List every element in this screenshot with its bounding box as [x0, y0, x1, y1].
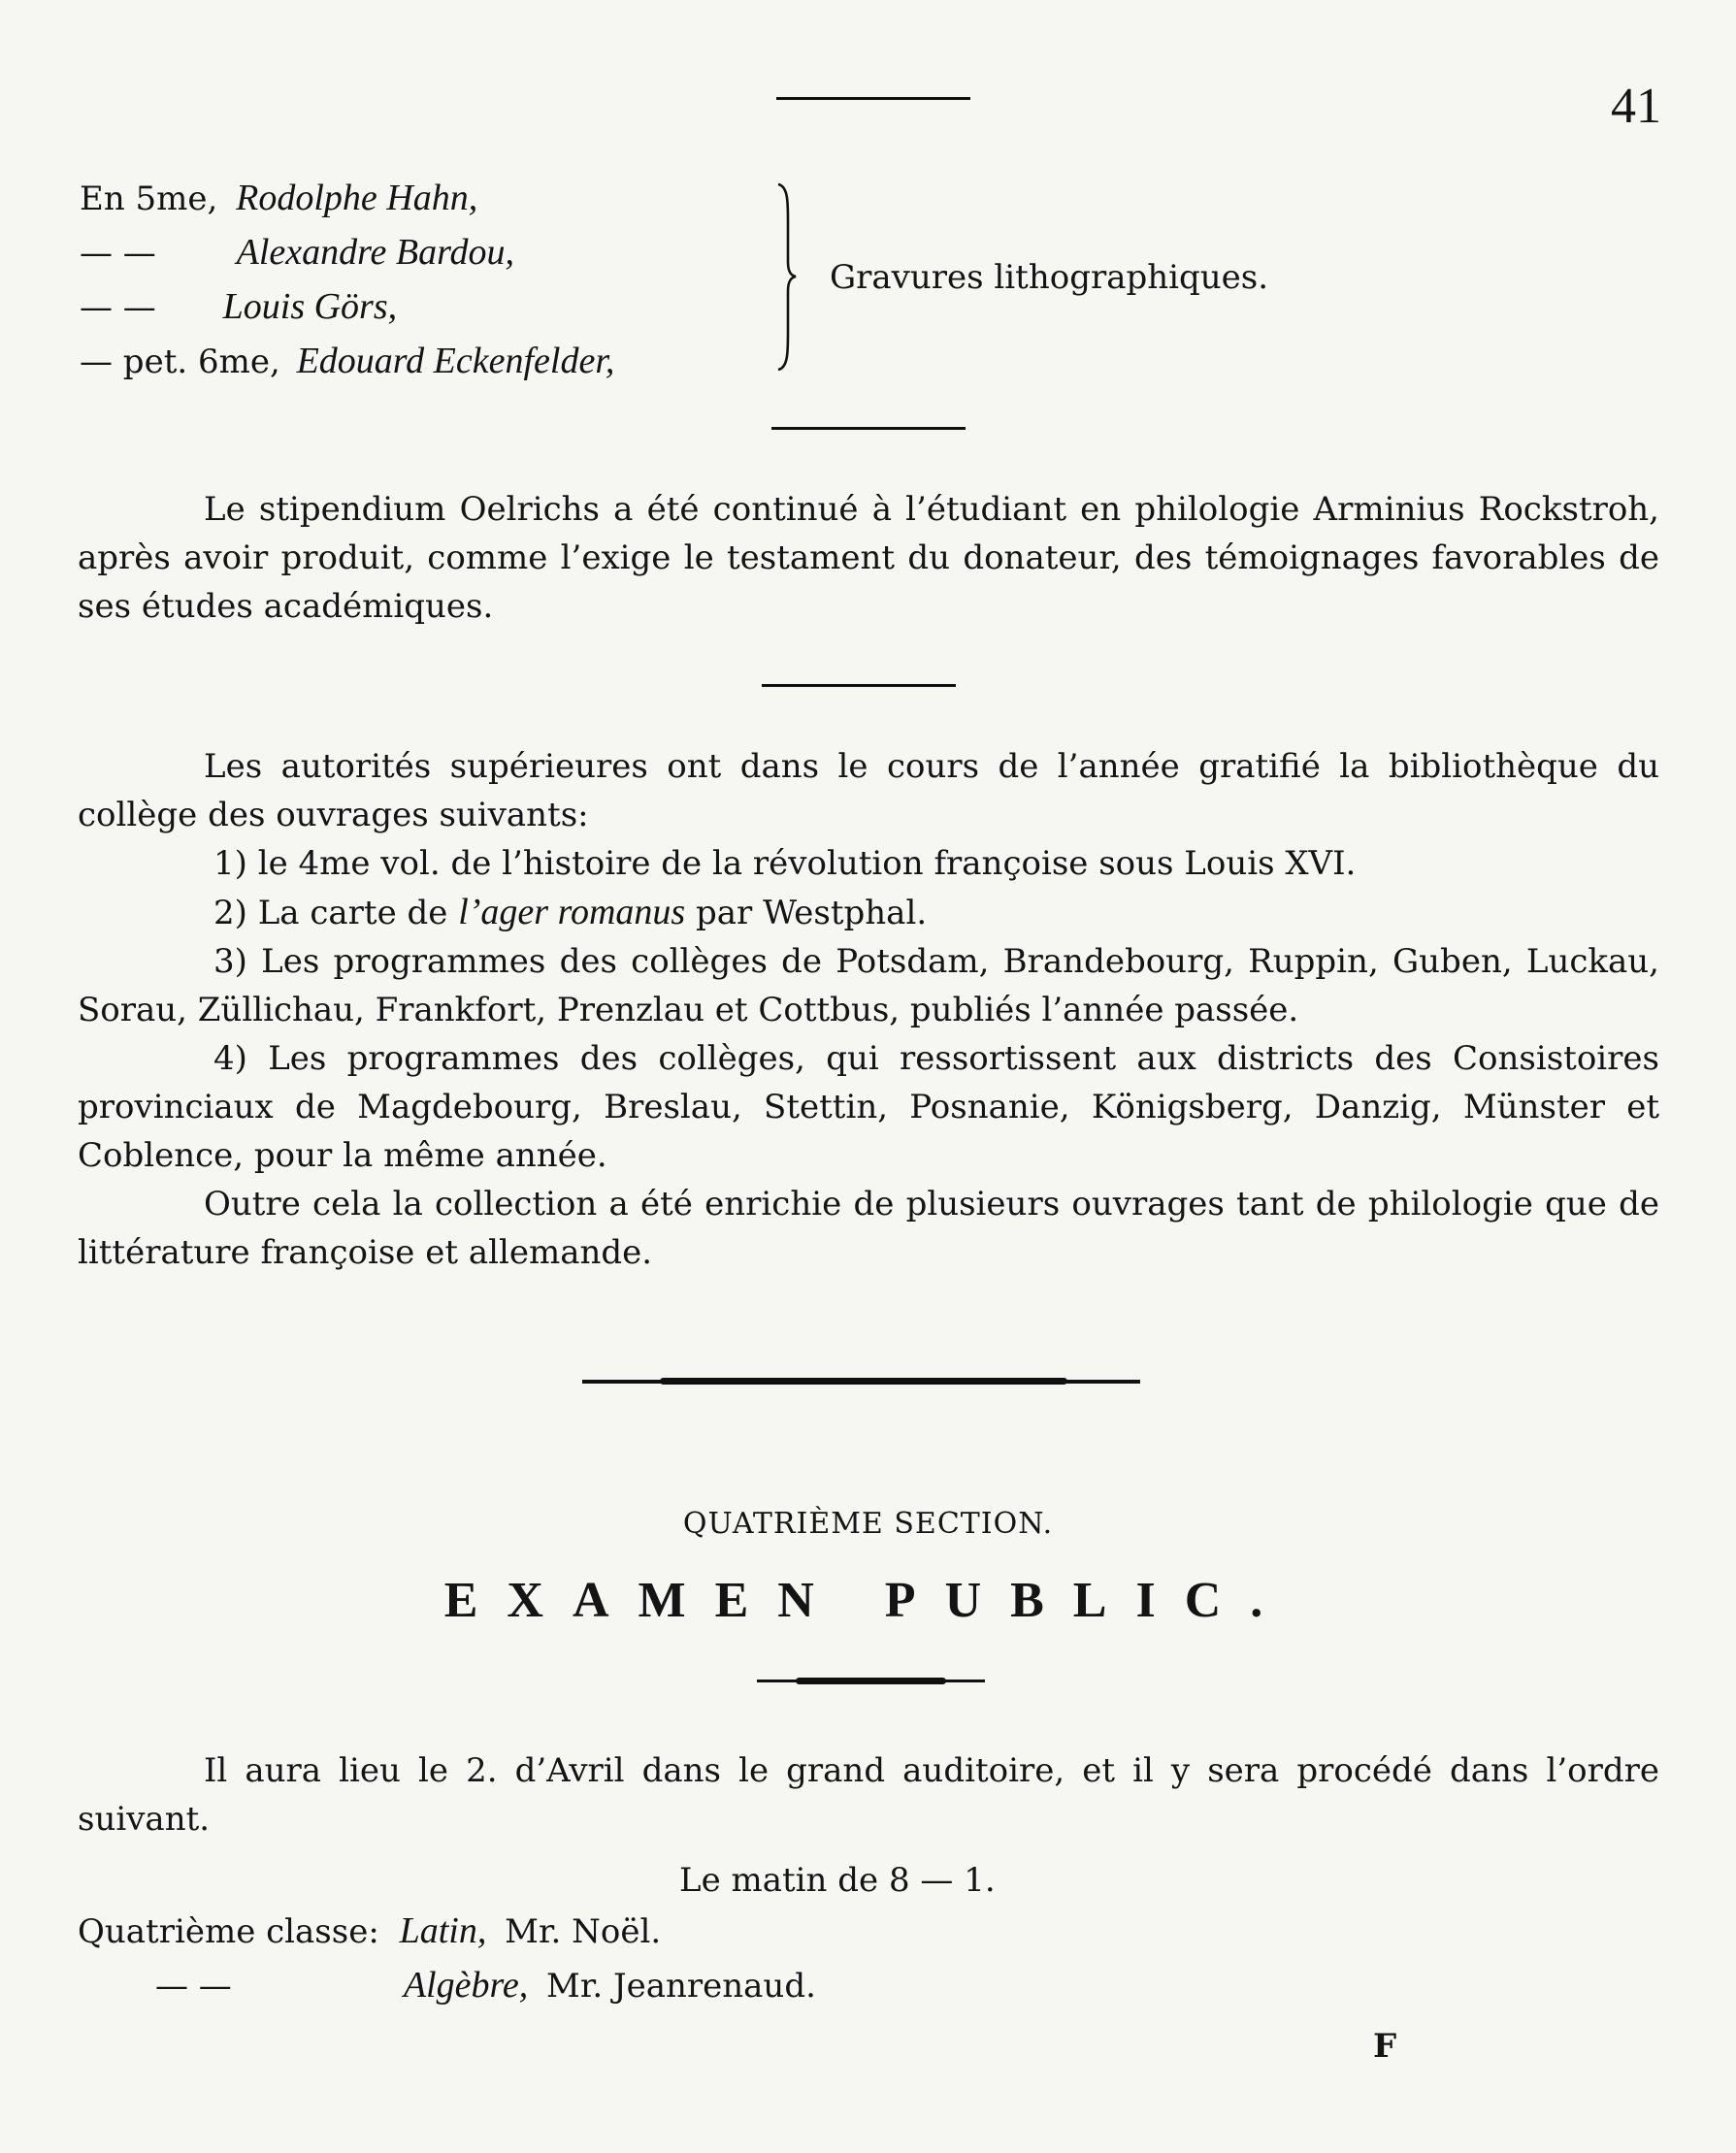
- subject: Latin,: [399, 1910, 487, 1951]
- top-rule: [776, 97, 970, 100]
- names-row-prefix: — —: [80, 288, 156, 327]
- paragraph-text: Le stipendium Oelrichs a été continué à l’étudiant en philologie Arminius Rockstroh, après avoir produit, comme l’exige le testament du donateur, des témoignages favorables de ses études académiques.: [78, 490, 1659, 626]
- schedule-row-1: [78, 1908, 661, 1955]
- names-row-prefix: En 5me,: [80, 179, 218, 218]
- teacher: Mr. Jeanrenaud.: [546, 1967, 816, 2006]
- library-item-text: par Westphal.: [685, 894, 928, 932]
- subject: Algèbre,: [403, 1965, 529, 2006]
- names-row-4: [80, 338, 614, 385]
- class-label: — —: [155, 1967, 232, 2006]
- names-row-3: [80, 283, 397, 331]
- section-title: EXAMEN PUBLIC.: [443, 1573, 1293, 1628]
- library-item-1: [78, 839, 1659, 888]
- curly-brace-icon: [774, 182, 798, 372]
- library-item-text: 4) Les programmes des collèges, qui ressortissent aux districts des Consistoires provinciaux de Magdebourg, Breslau, Stettin, Posnanie, Königsberg, Danzig, Münster et Coblence, pour la même année.: [78, 1039, 1659, 1175]
- library-section: [78, 742, 1659, 1277]
- exam-intro: [78, 1746, 1659, 1843]
- library-item-3: [78, 937, 1659, 1034]
- student-name: Alexandre Bardou,: [236, 232, 514, 273]
- library-intro: Les autorités supérieures ont dans le cours de l’année gratifié la bibliothèque du collège des ouvrages suivants:: [78, 747, 1659, 834]
- library-item-2: [78, 888, 1659, 937]
- award-label: Gravures lithographiques.: [830, 258, 1269, 297]
- time-heading: Le matin de 8 — 1.: [679, 1861, 996, 1900]
- names-row-prefix: — —: [80, 234, 156, 273]
- schedule-row-2: [155, 1962, 816, 2009]
- section-label: QUATRIÈME SECTION.: [682, 1507, 1054, 1541]
- student-name: Rodolphe Hahn,: [236, 178, 478, 218]
- library-item-4: [78, 1034, 1659, 1180]
- library-item-text: 3) Les programmes des collèges de Potsdam, Brandebourg, Ruppin, Guben, Luckau, Sorau, Züllichau, Frankfort, Prenzlau et Cottbus, publiés l’année passée.: [78, 942, 1659, 1029]
- class-label: Quatrième classe:: [78, 1912, 379, 1951]
- ornamental-rule-thick: [796, 1678, 946, 1684]
- ornamental-rule-thick: [660, 1378, 1067, 1385]
- names-row-1: [80, 175, 477, 222]
- section-rule: [762, 684, 956, 687]
- stipendium-paragraph: [78, 485, 1659, 631]
- names-row-prefix: — pet. 6me,: [80, 343, 280, 381]
- signature-mark: F: [1373, 2027, 1397, 2066]
- section-rule: [771, 427, 966, 430]
- page-number: 41: [1611, 79, 1661, 134]
- library-item-text: 1) le 4me vol. de l’histoire de la révolution françoise sous Louis XVI.: [213, 844, 1357, 883]
- names-row-2: [80, 229, 514, 277]
- map-title: l’ager romanus: [458, 892, 686, 932]
- paragraph-text: Il aura lieu le 2. d’Avril dans le grand auditoire, et il y sera procédé dans l’ordre suivant.: [78, 1751, 1659, 1839]
- teacher: Mr. Noël.: [505, 1912, 662, 1951]
- student-name: Louis Görs,: [222, 286, 398, 327]
- library-item-text: 2) La carte de: [213, 894, 459, 932]
- student-name: Edouard Eckenfelder,: [296, 341, 615, 381]
- library-closing: Outre cela la collection a été enrichie de plusieurs ouvrages tant de philologie que de littérature françoise et allemande.: [78, 1185, 1659, 1272]
